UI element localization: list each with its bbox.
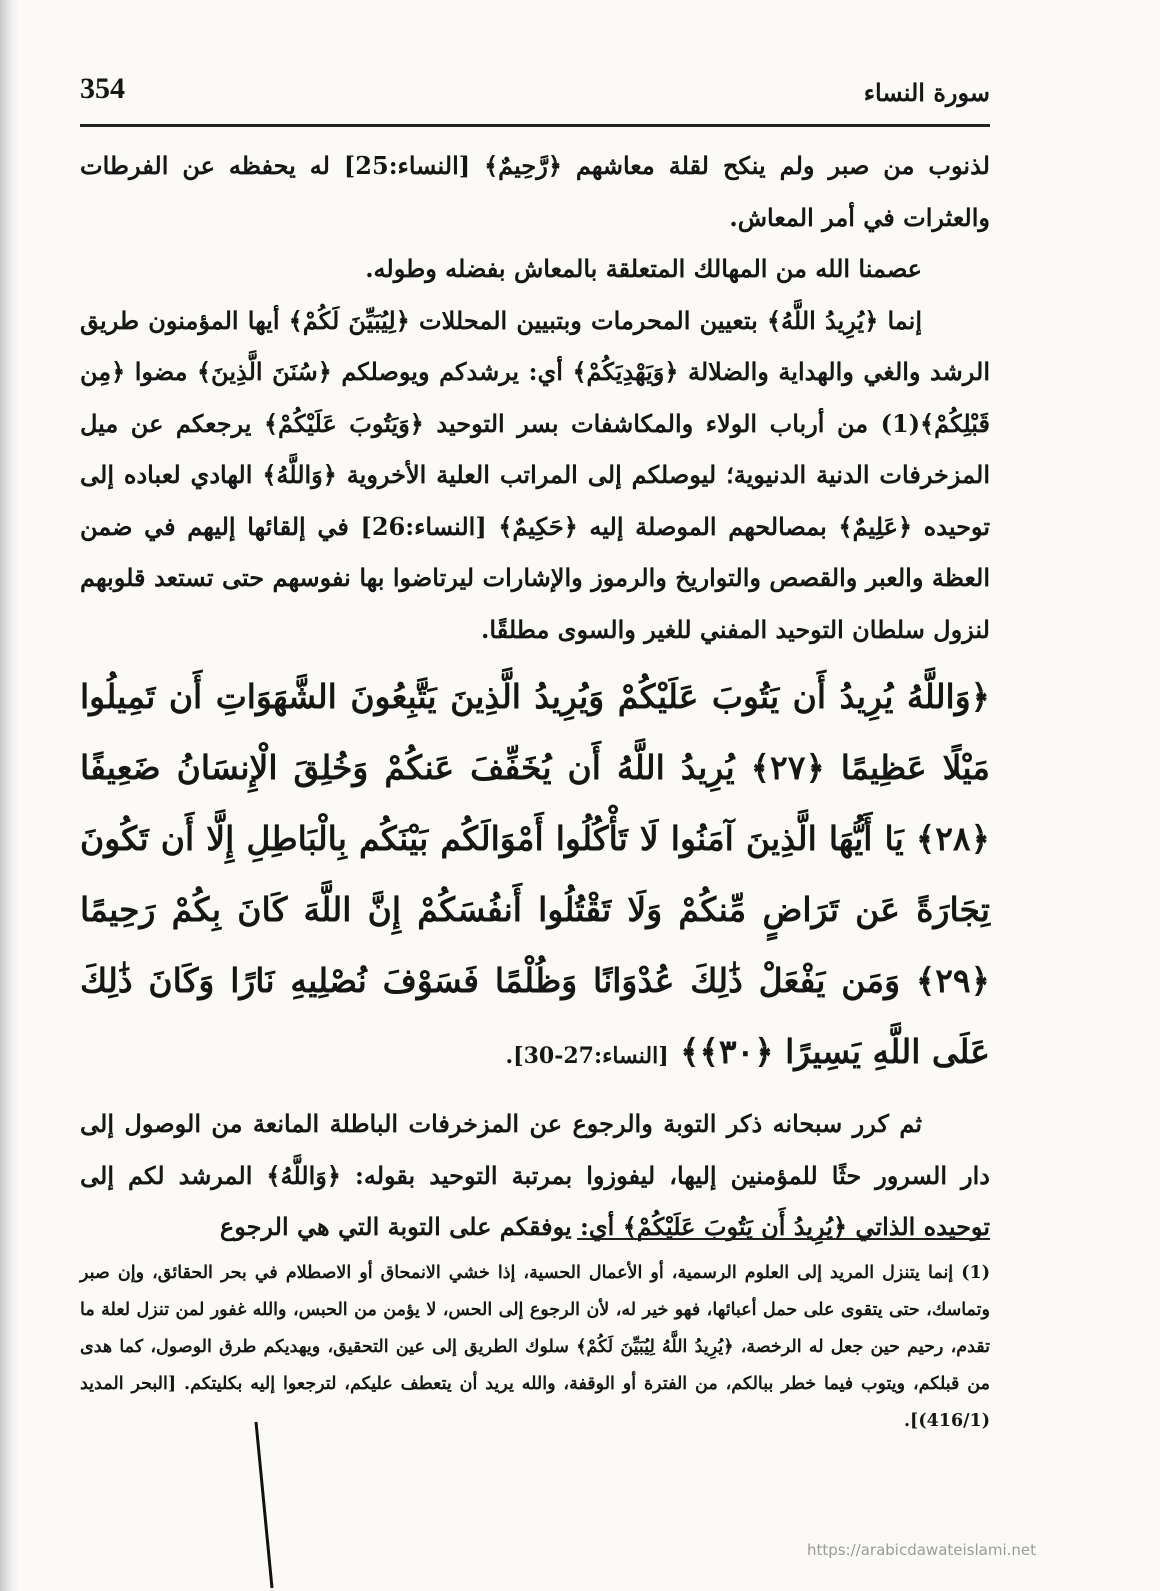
paragraph-1: لذنوب من صبر ولم ينكح لقلة معاشهم ﴿رَّحِيمٌ﴾ [النساء:25] له يحفظه عن الفرطات والعثرات في أمر المعاش. [80, 151, 990, 232]
quran-verse-text: ﴿وَاللَّهُ يُرِيدُ أَن يَتُوبَ عَلَيْكُمْ وَيُرِيدُ الَّذِينَ يَتَّبِعُونَ الشَّهَوَاتِ أَن تَمِيلُوا مَيْلًا عَظِيمًا ﴿٢٧﴾ يُرِيدُ اللَّهُ أَن يُخَفِّفَ عَنكُمْ وَخُلِقَ الْإِنسَانُ ضَعِيفًا ﴿٢٨﴾ يَا أَيُّهَا الَّذِينَ آمَنُوا لَا تَأْكُلُوا أَمْوَالَكُم بَيْنَكُم بِالْبَاطِلِ إِلَّا أَن تَكُونَ تِجَارَةً عَن تَرَاضٍ مِّنكُمْ وَلَا تَقْتُلُوا أَنفُسَكُمْ إِنَّ اللَّهَ كَانَ بِكُمْ رَحِيمًا ﴿٢٩﴾ وَمَن يَفْعَلْ ذَٰلِكَ عُدْوَانًا وَظُلْمًا فَسَوْفَ نُصْلِيهِ نَارًا وَكَانَ ذَٰلِكَ عَلَى اللَّهِ يَسِيرًا ﴿٣٠﴾﴾ [80, 677, 990, 1071]
quran-verse-block [80, 661, 990, 1092]
footnote-1: (1) إنما يتنزل المريد إلى العلوم الرسمية، أو الأعمال الحسية، إذا خشي الانمحاق أو الاصطلام في بحر الحقائق، وإن صبر وتماسك، حتى يتقوى على حمل أعبائها، فهو خير له، لأن الرجوع إلى الحس، لا يؤمن من الحبس، والله غفور لمن تنزل لعلة ما تقدم، رحيم حين جعل له الرخصة، ﴿يُرِيدُ اللَّهُ لِيُبَيِّنَ لَكُمْ﴾ سلوك الطريق إلى عين التحقيق، ويهديكم طرق الوصول، كما هدى من قبلكم، ويتوب فيما خطر ببالكم، من الفترة أو الوقفة، والله يريد أن يتعطف عليكم، لترجعوا إليه بكليتكم. [البحر المديد (416/1)]. [80, 1263, 990, 1431]
page-number: 354 [80, 72, 125, 105]
page-header [80, 72, 990, 127]
paragraph-3: إنما ﴿يُرِيدُ اللَّهُ﴾ بتعيين المحرمات وبتبيين المحللات ﴿لِيُبَيِّنَ لَكُمْ﴾ أيها المؤمنون طريق الرشد والغي والهداية والضلالة ﴿وَيَهْدِيَكُمْ﴾ أي: يرشدكم ويوصلكم ﴿سُنَنَ الَّذِينَ﴾ مضوا ﴿مِن قَبْلِكُمْ﴾(1) من أرباب الولاء والمكاشفات بسر التوحيد ﴿وَيَتُوبَ عَلَيْكُمْ﴾ يرجعكم عن ميل المزخرفات الدنية الدنيوية؛ ليوصلكم إلى المراتب العلية الأخروية ﴿وَاللَّهُ﴾ الهادي لعباده إلى توحيده ﴿عَلِيمٌ﴾ بمصالحهم الموصلة إليه ﴿حَكِيمٌ﴾ [النساء:26] في إلقائها إليهم في ضمن العظة والعبر والقصص والتواريخ والرموز والإشارات ليرتاضوا بها نفوسهم حتى تستعد قلوبهم لنزول سلطان التوحيد المفني للغير والسوى مطلقًا. [80, 305, 991, 644]
main-text [80, 140, 990, 1253]
scan-edge-shadow [0, 0, 18, 1591]
surah-title: سورة النساء [863, 78, 990, 107]
watermark-url: https://arabicdawateislami.net [806, 1541, 1036, 1559]
paragraph-2: عصمنا الله من المهالك المتعلقة بالمعاش بفضله وطوله. [365, 254, 922, 283]
pen-stroke-mark [250, 1420, 290, 1591]
footnotes [80, 1255, 990, 1440]
paragraph-4: ثم كرر سبحانه ذكر التوبة والرجوع عن المزخرفات الباطلة المانعة من الوصول إلى دار السرور حثًا للمؤمنين إليها، ليفوزوا بمرتبة التوحيد بقوله: ﴿وَاللَّهُ﴾ المرشد لكم إلى توحيده الذاتي ﴿يُرِيدُ أَن يَتُوبَ عَلَيْكُمْ﴾ أي: يوفقكم على التوبة التي هي الرجوع [80, 1109, 990, 1241]
verse-reference: [النساء:27-30]. [505, 1043, 669, 1069]
footnote-separator [577, 1238, 990, 1240]
